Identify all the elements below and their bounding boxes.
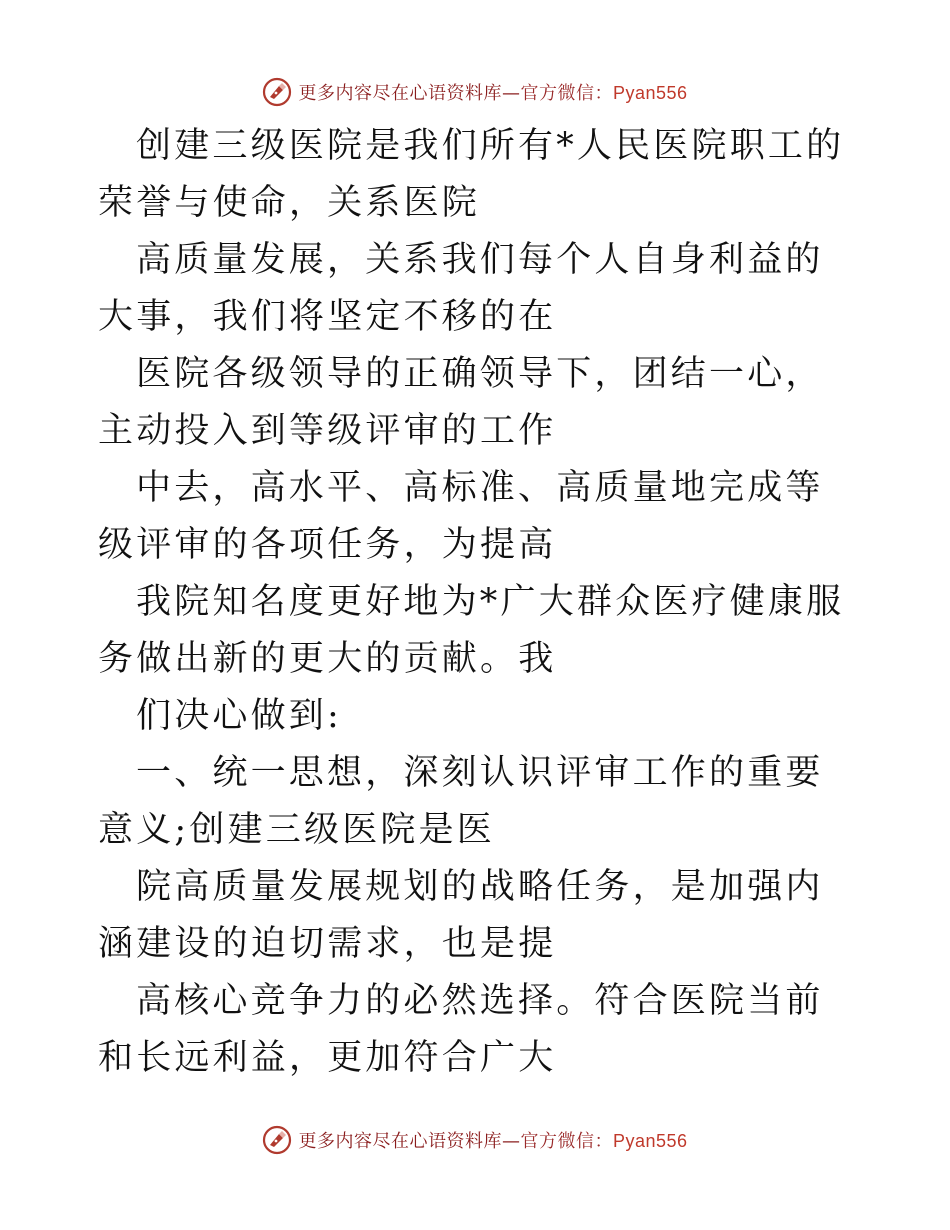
paragraph: 高质量发展，关系我们每个人自身利益的大事，我们将坚定不移的在 [98,240,824,337]
pen-nib-logo-icon [262,77,292,107]
paragraph: 一、统一思想，深刻认识评审工作的重要意义;创建三级医院是医 [98,753,824,850]
document-body [98,118,858,1087]
paragraph: 我院知名度更好地为*广大群众医疗健康服务做出新的更大的贡献。我 [98,582,845,679]
header-banner [0,72,950,112]
paragraph: 高核心竞争力的必然选择。符合医院当前和长远利益，更加符合广大 [98,981,824,1078]
header-banner-slogan: 更多内容尽在心语资料库 [298,83,502,104]
footer-banner-text [298,1127,687,1153]
paragraph: 医院各级领导的正确领导下，团结一心，主动投入到等级评审的工作 [98,354,824,451]
footer-banner-wechat-id: Pyan556 [612,1131,688,1151]
paragraph: 创建三级医院是我们所有*人民医院职工的荣誉与使命，关系医院 [98,126,845,223]
paragraph: 们决心做到: [136,696,342,736]
header-banner-wechat-id: Pyan556 [612,83,688,103]
header-banner-text [298,79,687,105]
paragraph: 院高质量发展规划的战略任务，是加强内涵建设的迫切需求，也是提 [98,867,824,964]
footer-banner [0,1120,950,1160]
footer-banner-slogan: 更多内容尽在心语资料库 [298,1131,502,1152]
header-banner-label: 官方微信： [520,83,613,104]
footer-banner-dash: — [501,1131,521,1152]
paragraph: 中去，高水平、高标准、高质量地完成等级评审的各项任务，为提高 [98,468,824,565]
pen-nib-logo-icon [262,1125,292,1155]
header-banner-dash: — [501,83,521,104]
footer-banner-label: 官方微信： [520,1131,613,1152]
